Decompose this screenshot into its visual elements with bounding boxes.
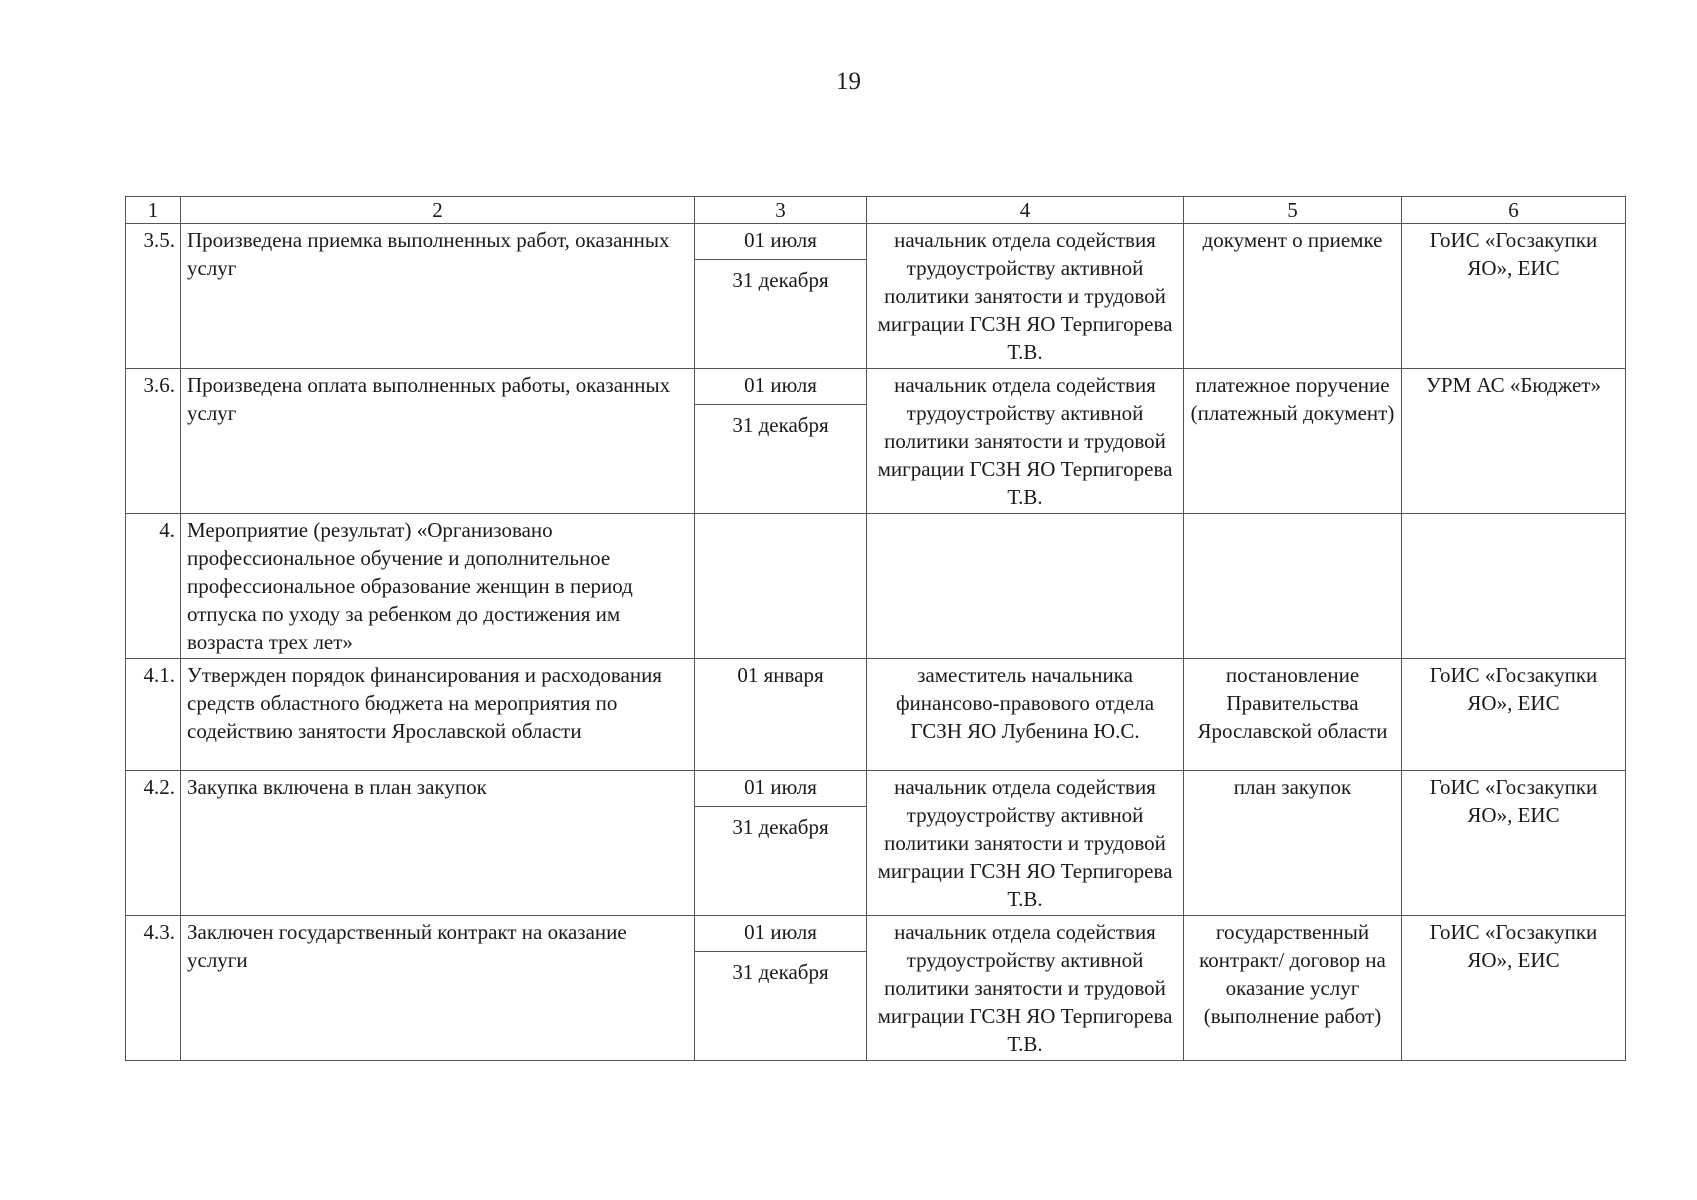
end-date: 31 декабря <box>732 268 829 292</box>
row-dates <box>695 369 867 514</box>
row-document: платежное поручение (платежный документ) <box>1184 369 1402 514</box>
table-row <box>126 514 1626 659</box>
start-date: 01 июля <box>695 916 866 952</box>
row-dates <box>695 514 867 659</box>
end-date: 31 декабря <box>732 960 829 984</box>
row-description: Произведена приемка выполненных работ, оказанных услуг <box>181 224 695 369</box>
row-responsible: заместитель начальника финансово-правового отдела ГСЗН ЯО Лубенина Ю.С. <box>867 659 1184 771</box>
table-header-row <box>126 197 1626 224</box>
row-number: 4.2. <box>126 771 181 916</box>
row-document: документ о приемке <box>1184 224 1402 369</box>
row-number: 3.5. <box>126 224 181 369</box>
column-header: 3 <box>695 197 867 224</box>
table-row <box>126 659 1626 771</box>
start-date: 01 июля <box>695 771 866 807</box>
row-responsible: начальник отдела содействия трудоустройству активной политики занятости и трудовой миграции ГСЗН ЯО Терпигорева Т.В. <box>867 771 1184 916</box>
row-dates <box>695 916 867 1061</box>
row-description: Заключен государственный контракт на оказание услуги <box>181 916 695 1061</box>
table-row <box>126 224 1626 369</box>
end-date: 31 декабря <box>732 413 829 437</box>
page-number: 19 <box>836 68 861 95</box>
row-number: 4.1. <box>126 659 181 771</box>
row-responsible: начальник отдела содействия трудоустройству активной политики занятости и трудовой миграции ГСЗН ЯО Терпигорева Т.В. <box>867 369 1184 514</box>
row-description: Произведена оплата выполненных работы, оказанных услуг <box>181 369 695 514</box>
table-row <box>126 771 1626 916</box>
table-row <box>126 369 1626 514</box>
row-number: 4.3. <box>126 916 181 1061</box>
row-dates <box>695 224 867 369</box>
row-system: ГоИС «Госзакупки ЯО», ЕИС <box>1402 916 1626 1061</box>
row-dates <box>695 771 867 916</box>
row-responsible: начальник отдела содействия трудоустройству активной политики занятости и трудовой миграции ГСЗН ЯО Терпигорева Т.В. <box>867 916 1184 1061</box>
row-system: ГоИС «Госзакупки ЯО», ЕИС <box>1402 771 1626 916</box>
row-document: государственный контракт/ договор на оказание услуг (выполнение работ) <box>1184 916 1402 1061</box>
row-document <box>1184 514 1402 659</box>
column-header: 4 <box>867 197 1184 224</box>
row-responsible <box>867 514 1184 659</box>
start-date: 01 января <box>695 659 867 771</box>
row-number: 3.6. <box>126 369 181 514</box>
table-row <box>126 916 1626 1061</box>
column-header: 5 <box>1184 197 1402 224</box>
activity-plan-table <box>125 196 1626 1061</box>
row-responsible: начальник отдела содействия трудоустройству активной политики занятости и трудовой миграции ГСЗН ЯО Терпигорева Т.В. <box>867 224 1184 369</box>
column-header: 2 <box>181 197 695 224</box>
start-date: 01 июля <box>695 369 866 405</box>
row-system: ГоИС «Госзакупки ЯО», ЕИС <box>1402 659 1626 771</box>
row-description: Мероприятие (результат) «Организовано профессиональное обучение и дополнительное профессиональное образование женщин в период отпуска по уходу за ребенком до достижения им возраста трех лет» <box>181 514 695 659</box>
row-system: УРМ АС «Бюджет» <box>1402 369 1626 514</box>
row-system: ГоИС «Госзакупки ЯО», ЕИС <box>1402 224 1626 369</box>
start-date: 01 июля <box>695 224 866 260</box>
column-header: 6 <box>1402 197 1626 224</box>
column-header: 1 <box>126 197 181 224</box>
row-description: Закупка включена в план закупок <box>181 771 695 916</box>
row-number: 4. <box>126 514 181 659</box>
row-document: постановление Правительства Ярославской области <box>1184 659 1402 771</box>
end-date: 31 декабря <box>732 815 829 839</box>
row-description: Утвержден порядок финансирования и расходования средств областного бюджета на мероприятия по содействию занятости Ярославской области <box>181 659 695 771</box>
row-system <box>1402 514 1626 659</box>
row-document: план закупок <box>1184 771 1402 916</box>
